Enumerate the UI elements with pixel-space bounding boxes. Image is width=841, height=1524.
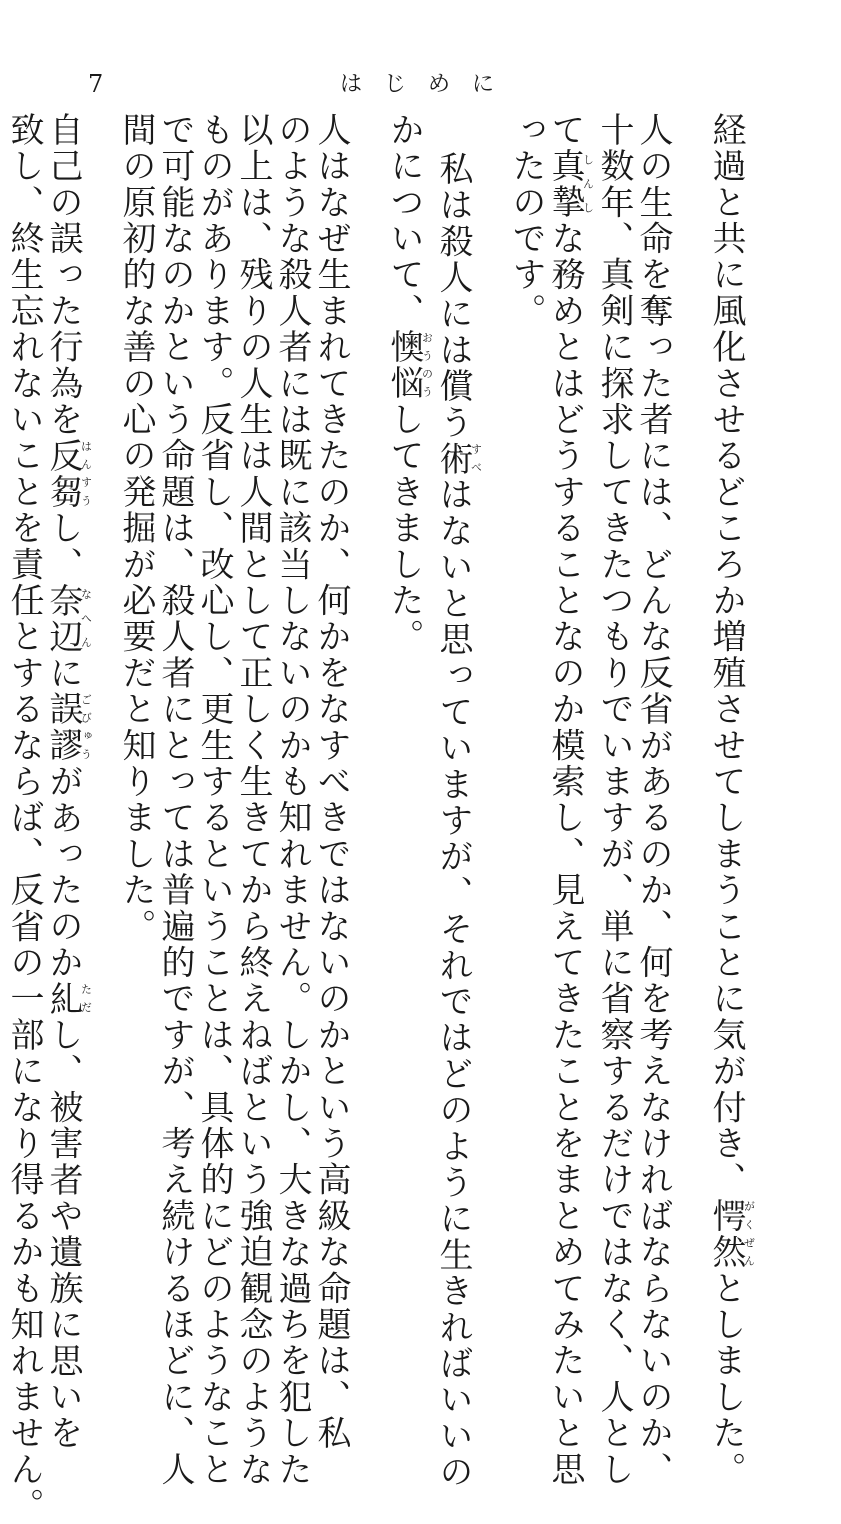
ruby-hansuu: 反芻はんすう bbox=[43, 437, 93, 511]
text-column: ものがあります。反省し、改心し、更生するということは、具体的にどのようなこと bbox=[194, 112, 234, 1488]
text-column: 間の原初的な善の心の発掘が必要だと知りました。 bbox=[116, 112, 156, 945]
page-number: 7 bbox=[88, 70, 104, 98]
text-column: 以上は、残りの人生は人間として正しく生きてから終えねばという強迫観念のような bbox=[233, 112, 273, 1488]
body-text bbox=[4, 112, 756, 1524]
ruby-tada: 糺ただ bbox=[43, 980, 93, 1018]
text-column: で可能なのかという命題は、殺人者にとっては普遍的ですが、考え続けるほどに、人 bbox=[155, 112, 195, 1488]
text-column: 人はなぜ生まれてきたのか、何かをなすべきではないのかという高級な命題は、私 bbox=[311, 112, 351, 1452]
ruby-sube: 術すべ bbox=[433, 440, 483, 477]
text-column: 致し、終生忘れないことを責任とするならば、反省の一部になり得るかも知れません。 bbox=[4, 112, 44, 1524]
ruby-gakuzen: 愕然がくぜん bbox=[706, 1198, 756, 1271]
ruby-shinshi: 真摯しんし bbox=[545, 148, 595, 221]
text-column: 私は殺人には償う術すべはないと思っていますが、それではどのように生きればいいの bbox=[433, 151, 483, 1491]
text-column: ったのです。 bbox=[506, 112, 546, 330]
text-column: のような殺人者には既に該当しないのかも知れません。しかし、大きな過ちを犯した bbox=[272, 112, 312, 1488]
text-column: 経過と共に風化させるどころか増殖させてしまうことに気が付き、愕然がくぜんとしました。 bbox=[706, 112, 756, 1488]
ruby-ounou: 懊悩おうのう bbox=[384, 329, 434, 402]
text-column: 人の生命を奪った者には、どんな反省があるのか、何を考えなければならないのか、 bbox=[633, 112, 673, 1488]
text-column: て真摯しんしな務めとはどうすることなのか模索し、見えてきたことをまとめてみたいと思 bbox=[545, 112, 595, 1488]
text-column: 十数年、真剣に探求してきたつもりでいますが、単に省察するだけではなく、人とし bbox=[594, 112, 634, 1488]
ruby-gobyuu: 誤謬ごびゅう bbox=[43, 691, 93, 764]
text-column: かについて、懊悩おうのうしてきました。 bbox=[384, 112, 434, 656]
ruby-nahen: 奈辺なへん bbox=[43, 582, 93, 656]
text-column: 自己の誤った行為を反芻はんすうし、奈辺なへんに誤謬ごびゅうがあったのか糺ただし、被害者や遺族に思いを bbox=[43, 112, 93, 1452]
running-head: はじめに bbox=[340, 72, 517, 97]
